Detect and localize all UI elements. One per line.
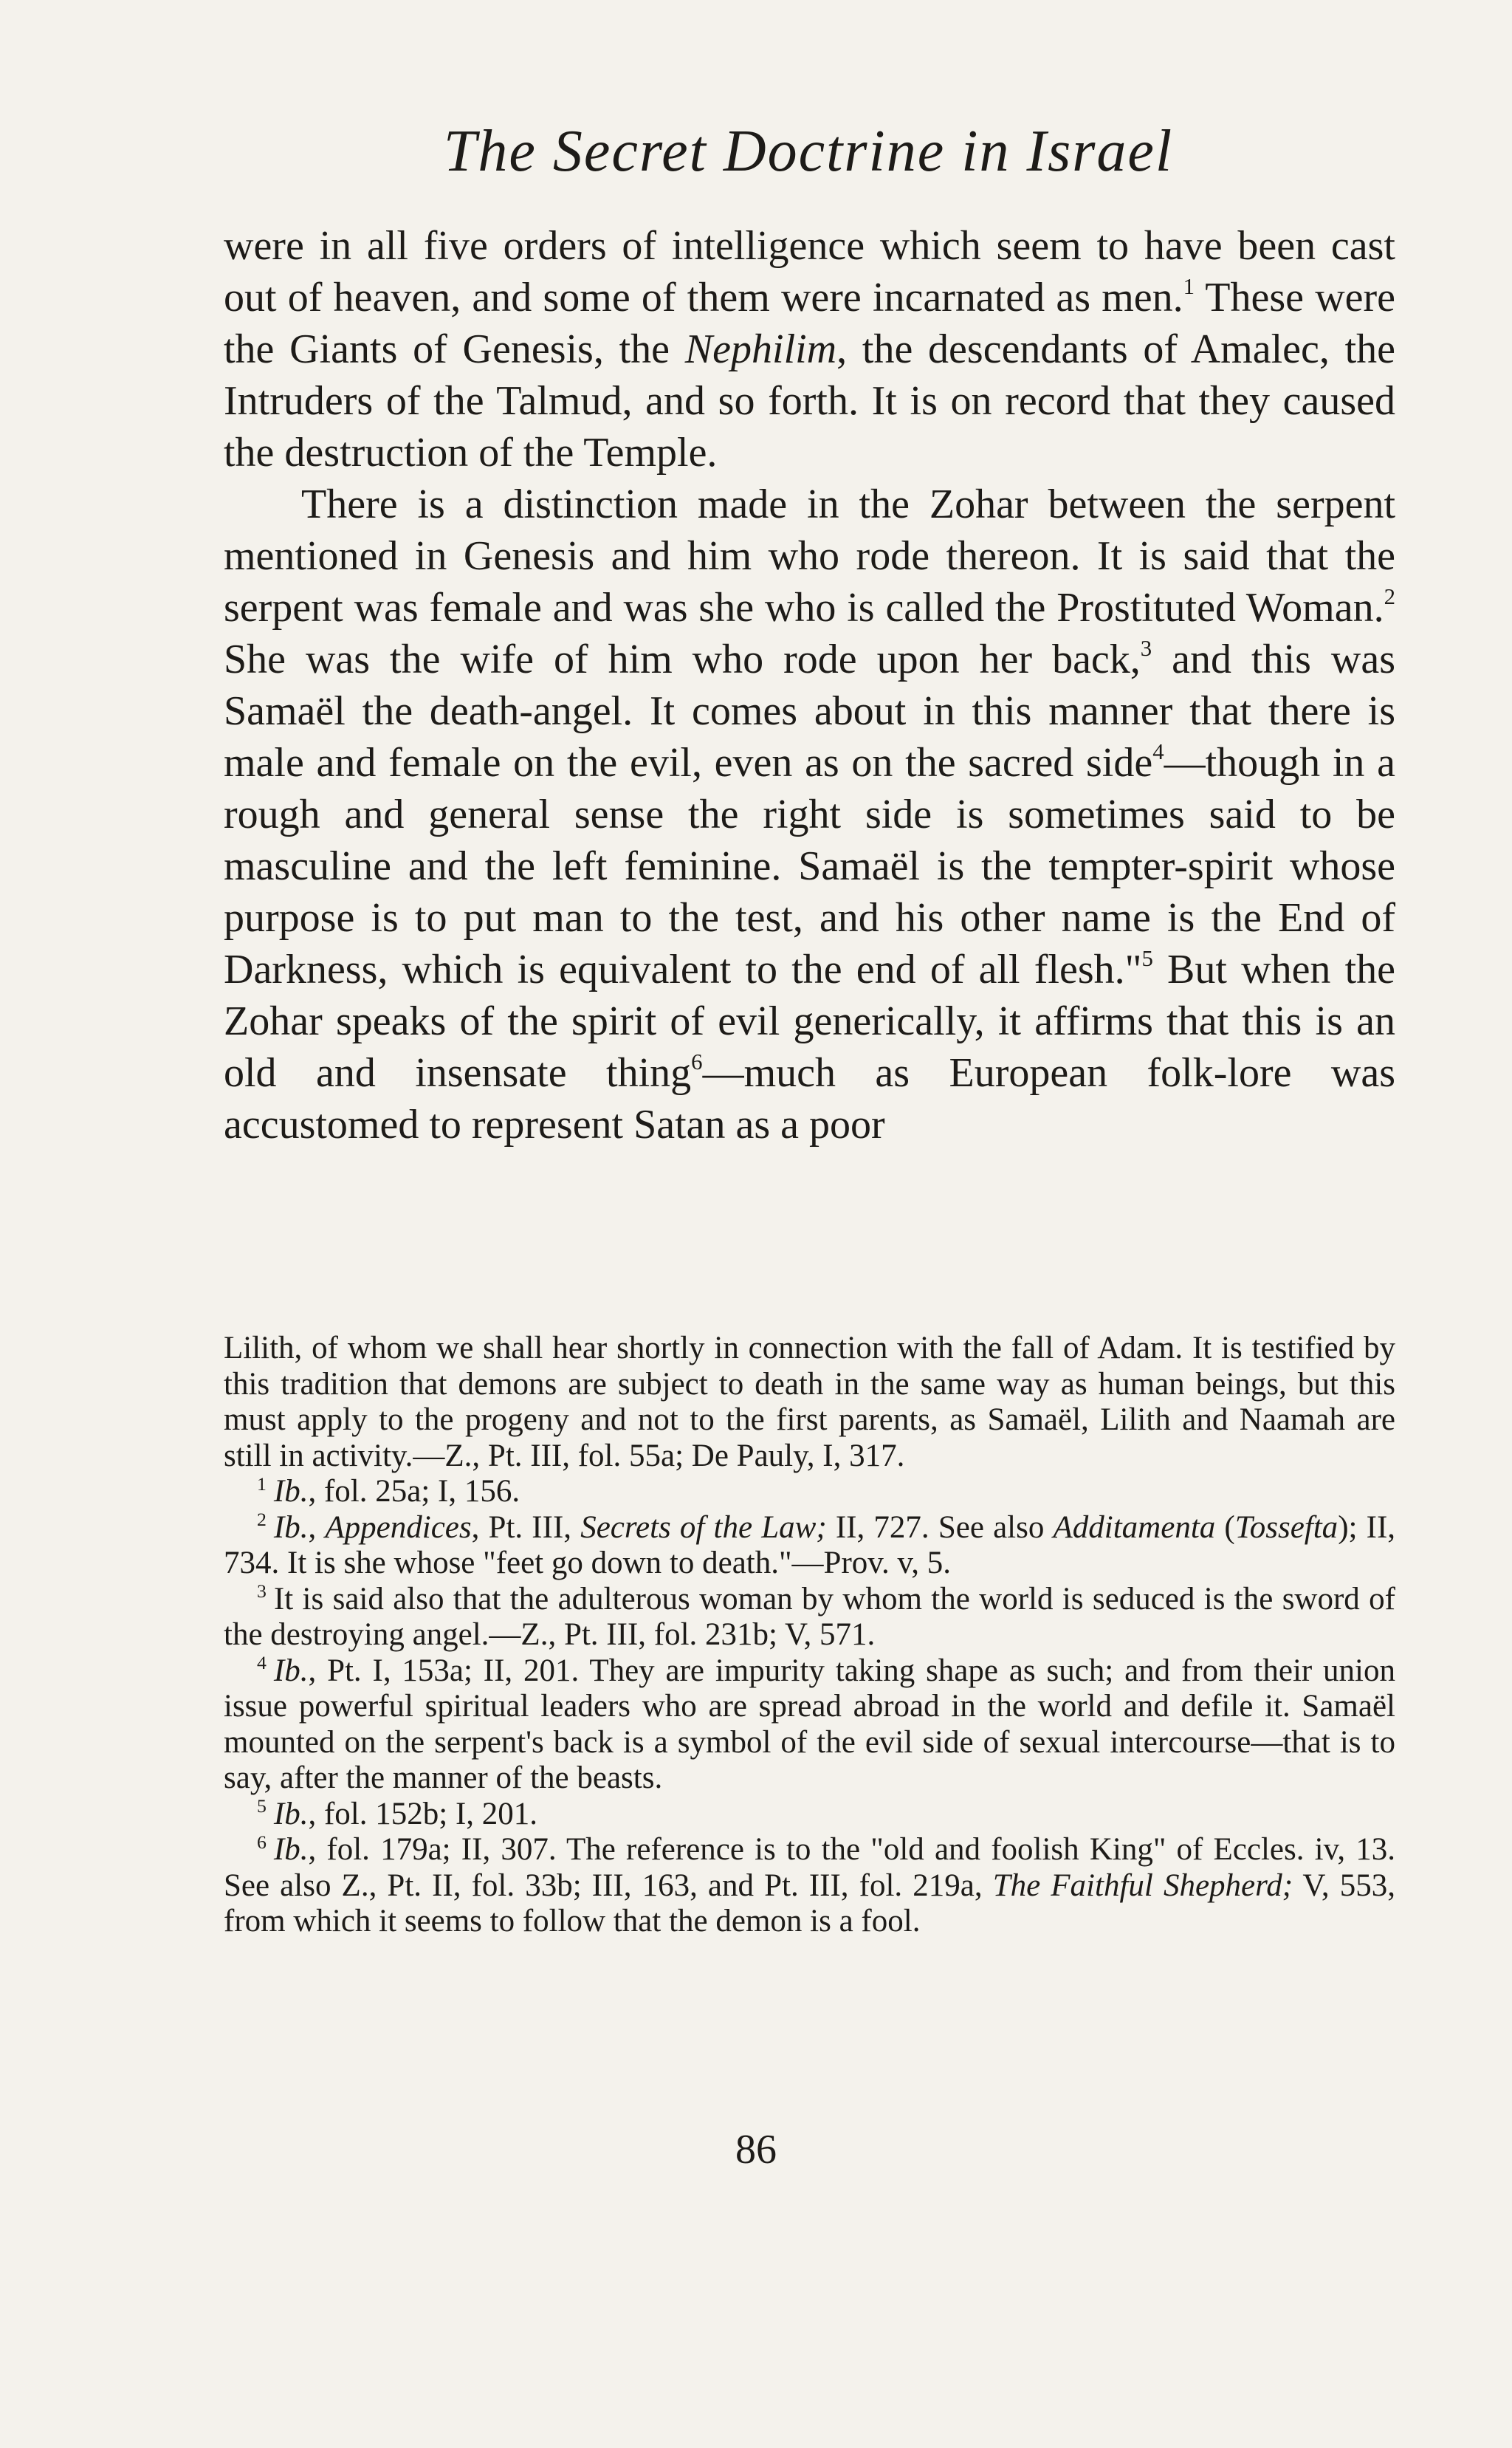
note-text: , fol. 152b; I, 201. [308, 1796, 538, 1831]
italic-term: Nephilim [684, 326, 837, 372]
footnote-2 [224, 1510, 1395, 1582]
note-text: , Pt. III, [471, 1509, 581, 1545]
text-run: and this was Samaël the death-angel. It comes about in this manner that there is male and female on the evil, even as on the sacred side [224, 637, 1395, 786]
footnote-4 [224, 1653, 1395, 1797]
italic-abbrev: Ib. [273, 1509, 309, 1545]
note-text: II, 727. See also [826, 1509, 1054, 1545]
text-run: were in all five orders of intelligence which seem to have been cast out of heaven, and some of them were incarnated as men. [224, 223, 1395, 320]
page-number: 86 [735, 2127, 777, 2173]
footnote-6 [224, 1832, 1395, 1940]
footnote-3 [224, 1582, 1395, 1653]
italic-abbrev: Ib. [273, 1474, 309, 1509]
running-head: The Secret Doctrine in Israel [443, 119, 1174, 184]
text-run: , the descendants of Amalec, the Intruders of the Talmud, and so forth. It is on record that they caused the destruction of the Temple. [224, 326, 1396, 476]
main-text [224, 220, 1395, 1151]
note-text: ( [1215, 1509, 1235, 1545]
footnote-5 [224, 1797, 1395, 1833]
italic-title: Secrets of the Law; [580, 1509, 827, 1545]
footnote-number: 6 [257, 1831, 267, 1853]
note-text: , fol. 179a; II, 307. The reference is to the "old and foolish King" of Eccles. iv, 13. See also Z., Pt. II, fol. 33b; III, 163, and Pt. III, fol. 219a, [224, 1832, 1395, 1903]
paragraph-1 [224, 220, 1395, 479]
footnote-1 [224, 1474, 1395, 1510]
italic-title: Tossefta [1234, 1509, 1339, 1545]
note-text: , [308, 1509, 326, 1545]
text-run: —much as European folk-lore was accustomed to represent Satan as a poor [224, 1050, 1395, 1148]
note-text: It is said also that the adulterous woman by whom the world is seduced is the sword of the destroying angel.—Z., Pt. III, fol. 231b; V, 571. [224, 1581, 1395, 1652]
text-run: These were the Giants of Genesis, the [224, 275, 1395, 372]
italic-title: Appendices [325, 1509, 472, 1545]
note-text: , Pt. I, 153a; II, 201. They are impurity taking shape as such; and from their union issue powerful spiritual leaders who are spread abroad in the world and defile it. Samaël mounted on the serpent's back is a symbol of the evil side of sexual intercourse—that is to say, after the manner of the beasts. [224, 1653, 1395, 1795]
footnote-number: 5 [257, 1795, 267, 1817]
footnote-ref-5[interactable]: 5 [1141, 945, 1153, 971]
paragraph-2 [224, 479, 1395, 1151]
footnote-ref-6[interactable]: 6 [691, 1049, 703, 1074]
footnote-number: 4 [257, 1652, 267, 1674]
italic-title: The Faithful Shepherd; [992, 1868, 1293, 1903]
italic-title: Additamenta [1053, 1509, 1216, 1545]
note-text: ); II, 734. It is she whose "feet go down to death."—Prov. v, 5. [224, 1509, 1396, 1580]
footnote-ref-2[interactable]: 2 [1384, 583, 1395, 609]
italic-abbrev: Ib. [273, 1796, 309, 1831]
footnote-continuation: Lilith, of whom we shall hear shortly in connection with the fall of Adam. It is testified by this tradition that demons are subject to death in the same way as human beings, but this must apply to the progeny and not to the first parents, as Samaël, Lilith and Naamah are still in activity.—Z., Pt. III, fol. 55a; De Pauly, I, 317. [224, 1331, 1395, 1473]
text-run: She was the wife of him who rode upon her back, [224, 637, 1141, 682]
footnotes [224, 1331, 1395, 1940]
footnote-ref-3[interactable]: 3 [1140, 635, 1152, 661]
text-run: —though in a rough and general sense the right side is sometimes said to be masculine and the left feminine. Samaël is the tempter-spirit whose purpose is to put man to the test, and his other name is the End of Darkness, which is equivalent to the end of all flesh." [224, 740, 1396, 992]
text-run: There is a distinction made in the Zohar between the serpent mentioned in Genesis and him who rode thereon. It is said that the serpent was female and was she who is called the Prostituted Woman. [224, 481, 1395, 631]
footnote-number: 1 [257, 1472, 267, 1495]
footnote-ref-4[interactable]: 4 [1152, 738, 1164, 764]
text-run: But when the Zohar speaks of the spirit of evil generically, it affirms that this is an old and insensate thing [224, 947, 1396, 1096]
footnote-number: 3 [257, 1580, 267, 1602]
note-text: , fol. 25a; I, 156. [308, 1474, 520, 1509]
note-text: V, 553, from which it seems to follow that the demon is a fool. [224, 1868, 1396, 1938]
footnote-ref-1[interactable]: 1 [1183, 273, 1195, 299]
footnote-number: 2 [257, 1509, 267, 1531]
italic-abbrev: Ib. [273, 1832, 309, 1867]
italic-abbrev: Ib. [273, 1653, 309, 1688]
